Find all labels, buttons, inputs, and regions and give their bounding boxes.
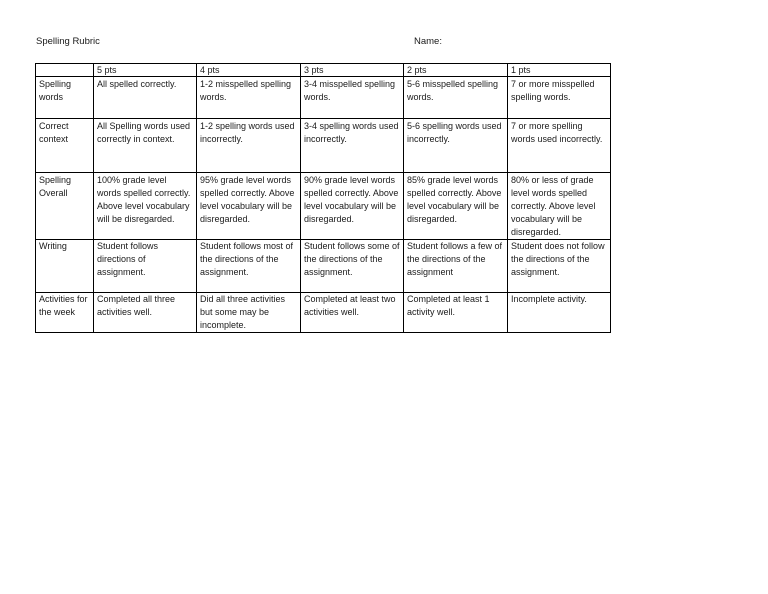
criterion-writing: Writing [36,240,94,293]
column-header-criterion [36,64,94,77]
criterion-activities-for-the-week: Activities for the week [36,293,94,333]
column-header-4-pts: 4 pts [197,64,301,77]
rubric-cell: All spelled correctly. [94,77,197,119]
criterion-spelling-overall: Spelling Overall [36,173,94,240]
table-header-row [36,64,611,77]
rubric-cell: Incomplete activity. [508,293,611,333]
rubric-cell: 80% or less of grade level words spelled correctly. Above level vocabulary will be disregarded. [508,173,611,240]
rubric-cell: Completed at least 1 activity well. [404,293,508,333]
criterion-spelling-words: Spelling words [36,77,94,119]
rubric-cell: 5-6 spelling words used incorrectly. [404,119,508,173]
table-row [36,173,611,240]
rubric-cell: Student follows some of the directions of the assignment. [301,240,404,293]
rubric-cell: Completed all three activities well. [94,293,197,333]
rubric-cell: 85% grade level words spelled correctly. Above level vocabulary will be disregarded. [404,173,508,240]
column-header-2-pts: 2 pts [404,64,508,77]
rubric-cell: Student follows most of the directions of the assignment. [197,240,301,293]
table-row [36,77,611,119]
rubric-cell: 5-6 misspelled spelling words. [404,77,508,119]
rubric-cell: 90% grade level words spelled correctly. Above level vocabulary will be disregarded. [301,173,404,240]
rubric-cell: 7 or more misspelled spelling words. [508,77,611,119]
rubric-cell: Student follows a few of the directions of the assignment [404,240,508,293]
rubric-table [35,63,611,333]
rubric-cell: 3-4 spelling words used incorrectly. [301,119,404,173]
criterion-correct-context: Correct context [36,119,94,173]
rubric-cell: Student does not follow the directions of the assignment. [508,240,611,293]
name-label: Name: [414,36,442,47]
page-title: Spelling Rubric [36,36,100,47]
rubric-cell: Student follows directions of assignment. [94,240,197,293]
rubric-cell: 100% grade level words spelled correctly. Above level vocabulary will be disregarded. [94,173,197,240]
table-row [36,240,611,293]
column-header-5-pts: 5 pts [94,64,197,77]
rubric-cell: 7 or more spelling words used incorrectly. [508,119,611,173]
rubric-cell: 95% grade level words spelled correctly. Above level vocabulary will be disregarded. [197,173,301,240]
column-header-3-pts: 3 pts [301,64,404,77]
rubric-cell: 1-2 spelling words used incorrectly. [197,119,301,173]
table-row [36,119,611,173]
rubric-cell: Completed at least two activities well. [301,293,404,333]
rubric-cell: Did all three activities but some may be incomplete. [197,293,301,333]
rubric-cell: 1-2 misspelled spelling words. [197,77,301,119]
rubric-cell: All Spelling words used correctly in context. [94,119,197,173]
column-header-1-pts: 1 pts [508,64,611,77]
rubric-cell: 3-4 misspelled spelling words. [301,77,404,119]
table-row [36,293,611,333]
